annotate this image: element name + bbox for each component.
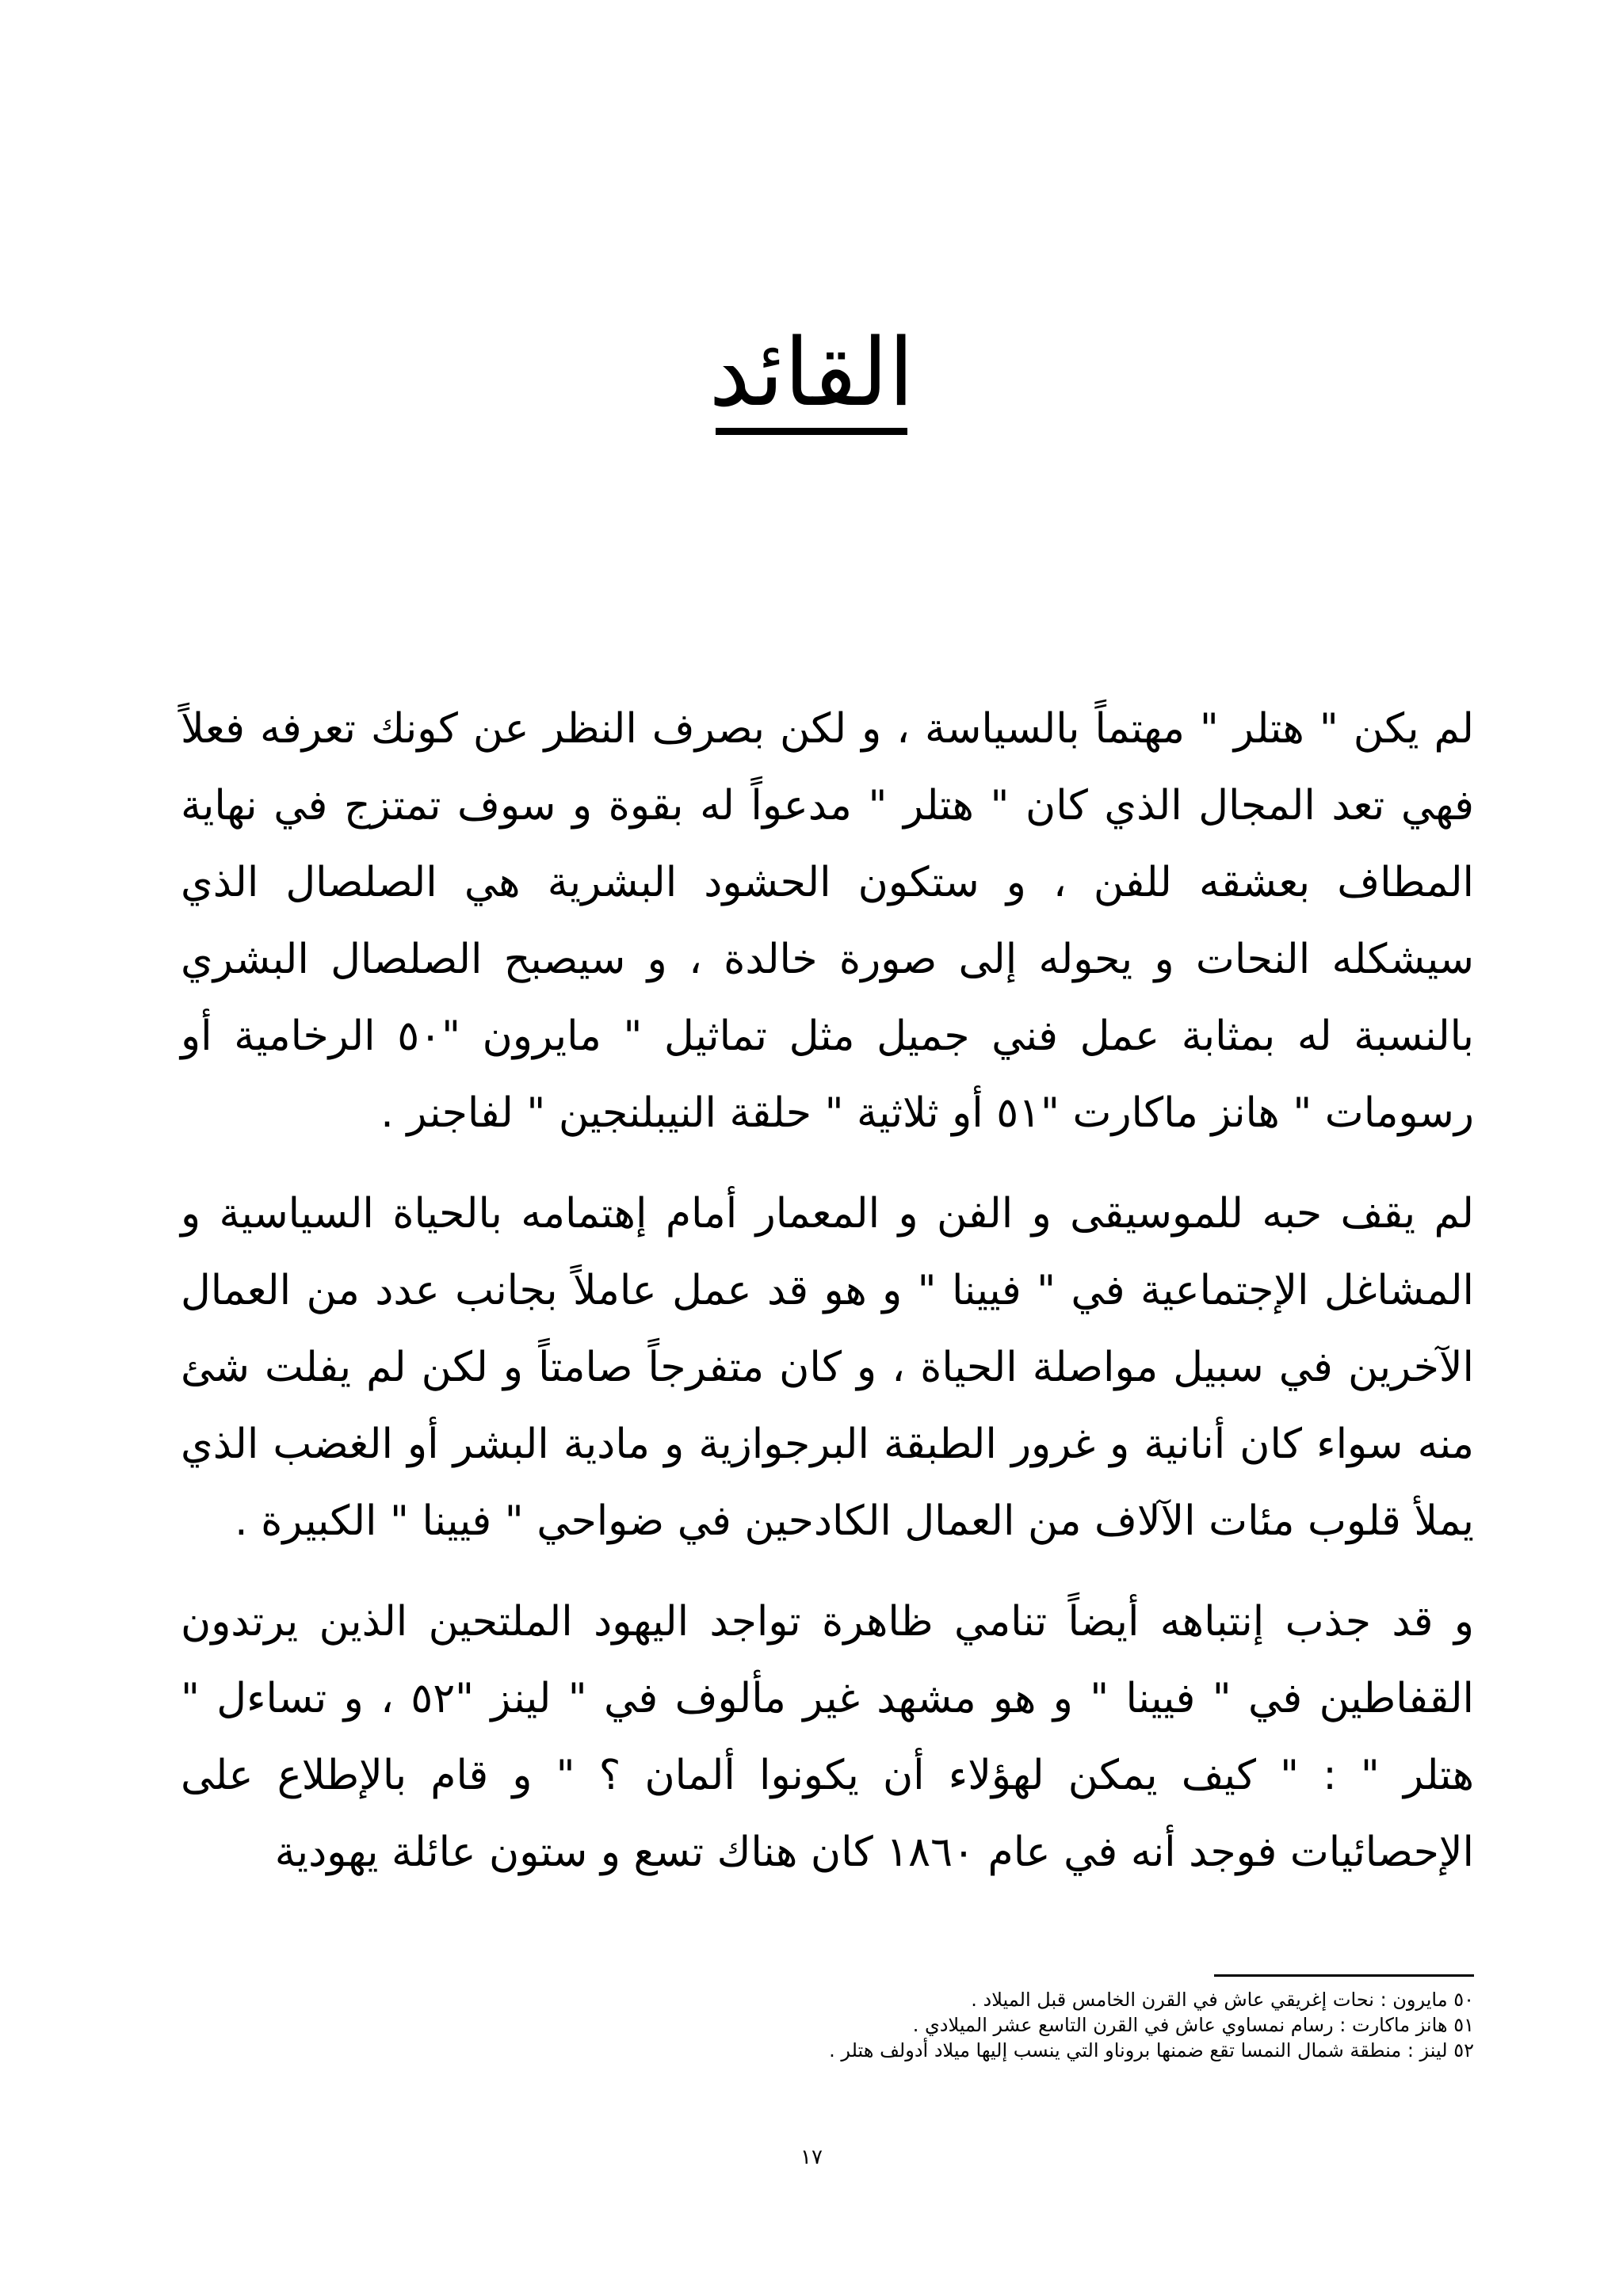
footnote-51: ٥١ هانز ماكارت : رسام نمساوي عاش في القرن التاسع عشر الميلادي . <box>912 2014 1474 2036</box>
paragraph-3: و قد جذب إنتباهه أيضاً تنامي ظاهرة تواجد اليهود الملتحين الذين يرتدون القفاطين في " فيينا " و هو مشهد غير مألوف في " لينز "٥٢ ، و تساءل " هتلر " : " كيف يمكن لهؤلاء أن يكونوا ألمان ؟ " و قام بالإطلاع على الإحصائيات فوجد أنه في عام ١٨٦٠ كان هناك تسع و ستون عائلة يهودية <box>181 1598 1474 1876</box>
chapter-title: القائد <box>708 318 915 427</box>
footnote-separator <box>1214 1974 1474 1977</box>
paragraph-1: لم يكن " هتلر " مهتماً بالسياسة ، و لكن بصرف النظر عن كونك تعرفه فعلاً فهي تعد المجال الذي كان " هتلر " مدعواً له بقوة و سوف تمتزج في نهاية المطاف بعشقه للفن ، و ستكون الحشود البشرية هي الصلصال الذي سيشكله النحات و يحوله إلى صورة خالدة ، و سيصبح الصلصال البشري بالنسبة له بمثابة عمل فني جميل مثل تماثيل " مايرون "٥٠ الرخامية أو رسومات " هانز ماكارت "٥١ أو ثلاثية " حلقة النيبلنجين " لفاجنر . <box>181 705 1475 1137</box>
paragraph-2: لم يقف حبه للموسيقى و الفن و المعمار أمام إهتمامه بالحياة السياسية و المشاغل الإجتماعية في " فيينا " و هو قد عمل عاملاً بجانب عدد من العمال الآخرين في سبيل مواصلة الحياة ، و كان متفرجاً صامتاً و لكن لم يفلت شئ منه سواء كان أنانية و غرور الطبقة البرجوازية و مادية البشر أو الغضب الذي يملأ قلوب مئات الآلاف من العمال الكادحين في ضواحي " فيينا " الكبيرة . <box>181 1190 1474 1545</box>
footnotes <box>713 1987 1474 2063</box>
page-number: ١٧ <box>800 2145 823 2169</box>
title-underline <box>716 428 907 435</box>
footnote-50: ٥٠ مايرون : نحات إغريقي عاش في القرن الخامس قبل الميلاد . <box>971 1989 1474 2011</box>
footnote-52: ٥٢ لينز : منطقة شمال النمسا تقع ضمنها بروناو التي ينسب إليها ميلاد أدولف هتلر . <box>829 2039 1474 2061</box>
body-text <box>181 691 1474 1891</box>
